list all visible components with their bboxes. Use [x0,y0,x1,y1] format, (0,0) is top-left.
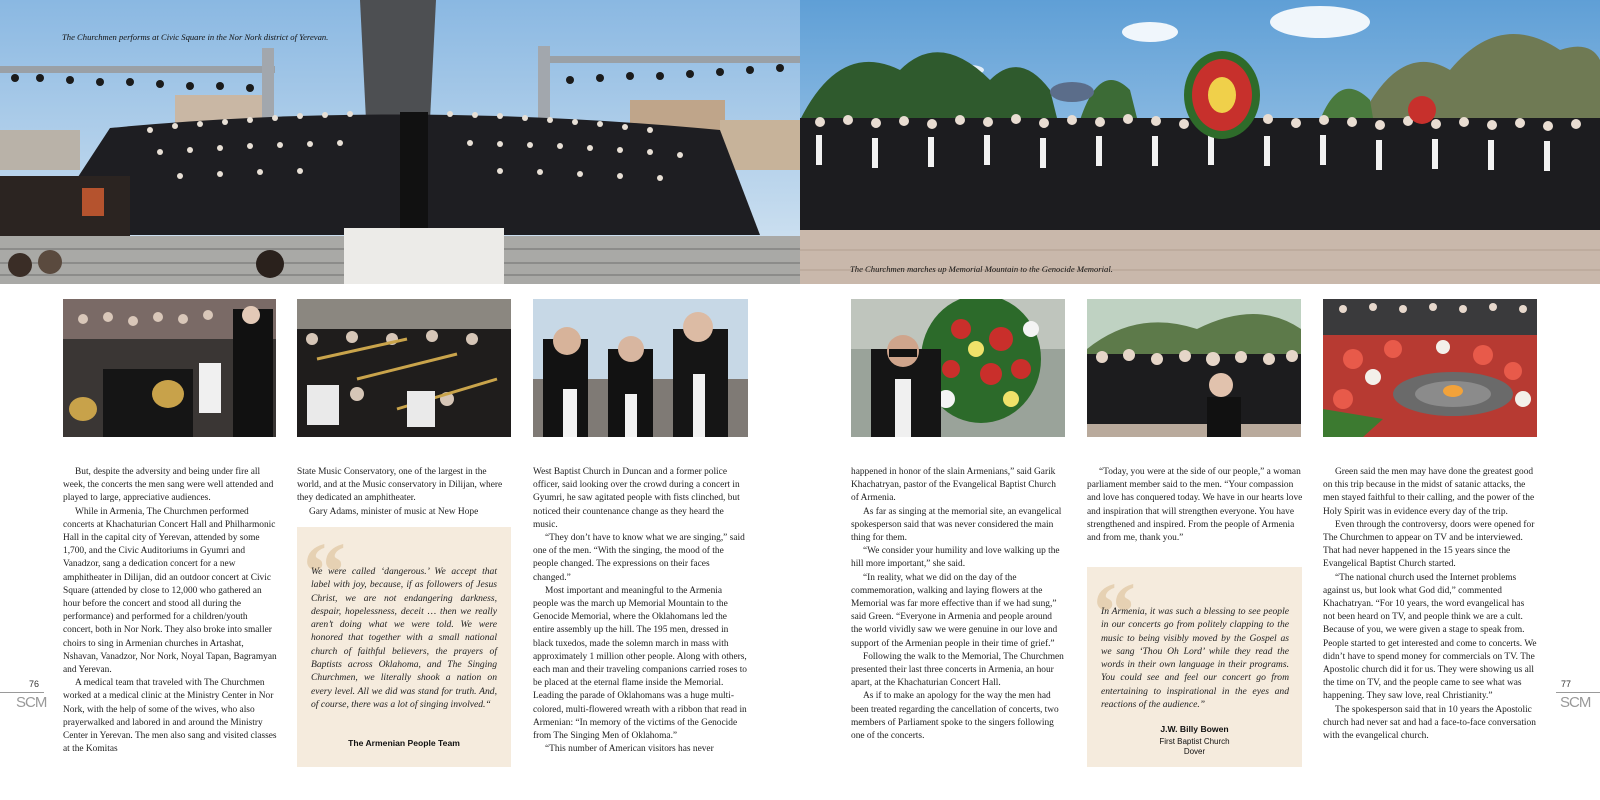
hero-photo-concert [0,0,800,284]
paragraph: West Baptist Church in Duncan and a former police officer, said looking over the crowd during a concert in Gyumri, he saw agitated people with fists clinched, but noticed their countenance change as they heard the music. [533,467,740,530]
magazine-mark-left: SCM [16,694,47,711]
body-column-6 [1323,466,1538,743]
photo-singers [533,299,748,437]
body-column-1 [63,466,277,756]
pull-quote-attribution-church: First Baptist Church [1159,737,1230,746]
paragraph: As if to make an apology for the way the men had been treated regarding the cancellation of concerts, two members of Parliament spoke to the singers following one of the concerts. [851,691,1059,742]
magazine-mark-right: SCM [1560,694,1591,711]
body-column-4 [851,466,1065,743]
photo-wreath [851,299,1065,437]
body-column-2 [297,466,511,519]
paragraph: The spokesperson said that in 10 years the Apostolic church had never sat and had a face-to-face conversation with the evangelical church. [1323,704,1536,742]
page-number-left: 76 [29,679,40,689]
paragraph: Most important and meaningful to the Armenia people was the march up Memorial Mountain to the Genocide Memorial, where the Oklahomans led the entire assembly up the hill. The 195 men, dressed in black tuxedos, made the solemn march in mass with approximately 1 million other people. Along with others, each man and their traveling companions carried roses to be placed at the eternal flame inside the Memorial. Leading the parade of Oklahomans was a huge multi-colored, multi-flowered wreath with a ribbon that read in Armenian: “In memory of the victims of the Genocide from The Singing Men of Oklahoma.” [533,585,747,742]
paragraph: Following the walk to the Memorial, The Churchmen presented their last three concerts in Armenia, an hour apart, at the Khachaturian Concert Hall. [851,651,1064,689]
pull-quote-attribution: J.W. Billy Bowen [1160,724,1229,734]
paragraph: “They don’t have to know what we are singing,” said one of the men. “With the singing, the mood of the people changed. The expressions on their faces changed.” [533,533,745,583]
hero-photo-march [800,0,1600,284]
quote-mark-icon: “ [303,524,346,620]
paragraph: “Today, you were at the side of our people,” a woman parliament member said to the men. “Your compassion and love has conquered today. We have in our hearts love and inspiration that will strengthen everyone. You have strengthened and inspired. From the people of Armenia and from me, thank you.” [1087,467,1303,544]
folio-rule-right [1556,692,1600,693]
paragraph: As far as singing at the memorial site, an evangelical spokesperson said that was never considered the main thing for them. [851,506,1062,544]
paragraph: While in Armenia, The Churchmen performed concerts at Khachaturian Concert Hall and Philharmonic Hall in the capital city of Yerevan, attended by some 1,700, and the Civic Auditoriums in Gyumri and Vanadzor, sang a dedication concert for a new amphitheater in Dilijan, did an outdoor concert at Civic Square (attended by close to 12,000 who gathered an hour before the concert and stood all during the performance) and performed for a children/youth concert, both in Nor Nork. They also broke into smaller choirs to sing in Armenian churches in Artashat, Nshavan, Vanadzor, Nor Nork, Noyal Tapan, Bagramyan and Yerevan. [63,506,277,676]
paragraph: State Music Conservatory, one of the largest in the world, and at the Music conservatory in Dilijan, where they dedicated an amphitheater. [297,467,503,504]
pull-quote-attribution: The Armenian People Team [348,738,460,748]
paragraph: But, despite the adversity and being under fire all week, the concerts the men sang were well attended and played to large, appreciative audiences. [63,467,274,504]
folio-rule-left [0,692,44,693]
paragraph: Green said the men may have done the greatest good on this trip because in the midst of satanic attacks, the men stayed faithful to their calling, and the power of the Holy Spirit was in evidence every day of the trip. [1323,467,1535,517]
paragraph: A medical team that traveled with The Churchmen worked at a medical clinic at the Ministry Center in Nor Nork, with the help of some of the wives, who also prayerwalked and labored in and around the Ministry Center in Yerevan. The men also sang and visited classes at the Komitas [63,678,277,755]
page-number-right: 77 [1561,679,1572,689]
body-column-5 [1087,466,1303,545]
paragraph: “In reality, what we did on the day of the commemoration, walking and laying flowers at the Memorial was far more effective than if we had sung,” said Green. “Everyone in Armenia and people around the world vividly saw we were genuine in our love and support of the Armenian people in their time of grief.” [851,572,1058,649]
paragraph: “We consider your humility and love walking up the hill more important,” she said. [851,546,1060,570]
paragraph: Gary Adams, minister of music at New Hope [309,506,479,517]
paragraph: happened in honor of the slain Armenians,” said Garik Khachatryan, pastor of the Evangelical Baptist Church of Armenia. [851,467,1056,504]
paragraph: “The national church used the Internet problems against us, but look what God did,” commented Khachatryan. “For 10 years, the word evangelical has not been heard on TV, and people think we are a cult. Because of you, we were given a stage to speak from. People started to get interested and come to concerts. We didn’t have to spend money for commercials on TV. The Apostolic church did it for us. They were showing us all the time on TV, and the people came to see what was happening. They saw love, real Christianity.” [1323,572,1537,702]
hero-left-caption: The Churchmen performs at Civic Square in the Nor Nork district of Yerevan. [62,32,329,42]
pull-quote-attribution-city: Dover [1183,747,1206,756]
body-column-3 [533,466,749,756]
paragraph: “This number of American visitors has never [545,744,714,755]
photo-horn-section [63,299,276,437]
paragraph: Even through the controversy, doors were opened for The Churchmen to appear on TV and be interviewed. That had never happened in the 15 years since the Evangelical Baptist Church started. [1323,519,1535,570]
pull-quote-text: In Armenia, it was such a blessing to see people in our concerts go from politely clapping to the music to being visibly moved by the Gospel as we sang ‘Thou Oh Lord’ while they read the words in their own language in their programs. You could see and feel our concert go from entertaining to inspirational in the eyes and reactions of the audience.” [1101,606,1289,711]
quote-mark-icon: “ [1093,564,1136,660]
pull-quote-2 [1087,564,1302,767]
pull-quote-1 [297,524,511,767]
photo-eternal-flame [1323,299,1537,437]
photo-marchers [1087,299,1301,437]
photo-trombones [297,299,511,437]
pull-quote-text: We were called ‘dangerous.’ We accept that label with joy, because, if as followers of Jesus Christ, we are not endangering darkness, despair, hopelessness, deceit … then we really aren’t doing what we were told. We were honored that together with a small national church of faithful believers, the prayers of Baptists across Oklahoma, and The Singing Churchmen, we literally shook a nation on every level. All we did was stand for truth. And, of course, there was a lot of singing involved.“ [311,566,497,710]
hero-right-caption: The Churchmen marches up Memorial Mountain to the Genocide Memorial. [850,264,1113,274]
